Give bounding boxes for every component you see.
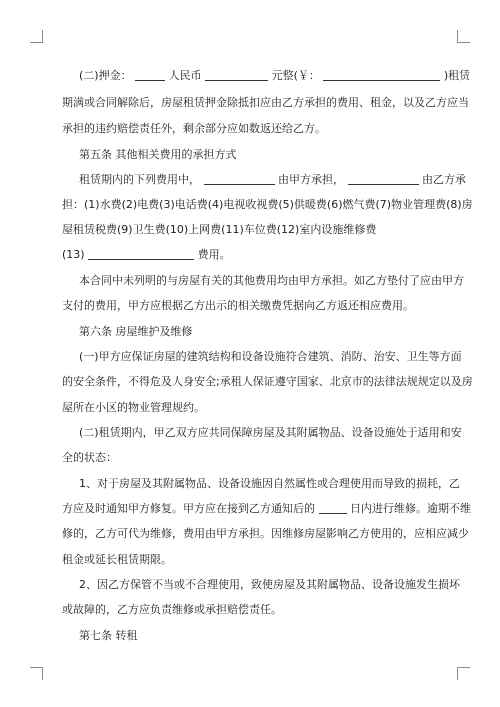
text-line (62, 603, 282, 617)
text-line (62, 299, 414, 313)
text-line (62, 198, 473, 212)
text-span: (一)甲方应保证房屋的建筑结构和设备设施符合建筑、消防、治安、卫生等方面 (79, 350, 462, 363)
section-heading-text: 第五条 其他相关费用的承担方式 (79, 148, 237, 161)
text-line (62, 451, 117, 465)
text-line (62, 401, 205, 415)
repair-days-line (62, 502, 471, 516)
text-line (62, 553, 172, 567)
text-span: 1、对于房屋及其附属物品、设备设施因自然属性或合理使用而导致的损耗，乙 (79, 477, 460, 490)
text-span: 本合同中未列明的与房屋有关的其他费用均由甲方承担。如乙方垫付了应由甲方 (79, 274, 464, 287)
text-span: 期满或合同解除后，房屋租赁押金除抵扣应由乙方承担的费用、租金，以及乙方应当 (62, 96, 469, 109)
text-span: 方应及时通知甲方修复。甲方应在接到乙方通知后的 (62, 502, 315, 515)
yuan-label: 元整(￥： (271, 69, 320, 82)
text-span: 的安全条件，不得危及人身安全;承租人保证遵守国家、北京市的法律法规规定以及房 (62, 375, 473, 388)
text-span: 租赁期内的下列费用中， (79, 173, 200, 186)
text-span: 日内进行维修。逾期不维 (350, 502, 471, 515)
section-heading-seven (79, 629, 138, 643)
text-line (62, 122, 326, 136)
deposit-label: (二)押金： (79, 69, 132, 82)
party-a-fees-blank[interactable] (204, 173, 275, 185)
text-span: 由乙方承 (422, 173, 466, 186)
section-heading-text: 第六条 房屋维护及维修 (79, 325, 193, 338)
fee-allocation-line (79, 173, 466, 187)
other-fee-blank[interactable] (88, 248, 194, 260)
section-heading-five (79, 148, 237, 162)
text-line (62, 527, 469, 541)
text-span: 支付的费用，甲方应根据乙方出示的相关缴费凭据向乙方返还相应费用。 (62, 299, 414, 312)
text-span: 费用。 (197, 248, 231, 261)
text-line (79, 578, 460, 592)
section-heading-six (79, 325, 193, 339)
text-span: 2、因乙方保管不当或不合理使用，致使房屋及其附属物品、设备设施发生损坏 (79, 578, 460, 591)
text-line (79, 350, 462, 364)
text-line (62, 96, 469, 110)
text-line (79, 477, 460, 491)
text-span: (13) (62, 248, 85, 261)
text-span: 修的，乙方可代为维修，费用由甲方承担。因维修房屋影响乙方使用的，应相应减少 (62, 527, 469, 540)
party-b-fees-blank[interactable] (348, 173, 419, 185)
rmb-label: 人民币 (168, 69, 202, 82)
text-span: 担：(1)水费(2)电费(3)电话费(4)电视收视费(5)供暖费(6)燃气费(7)物业管理费(8)房 (62, 198, 473, 211)
text-span: 全的状态： (62, 451, 117, 464)
text-span: 承担的违约赔偿责任外，剩余部分应如数返还给乙方。 (62, 122, 326, 135)
text-line (62, 223, 376, 237)
text-span: 或故障的，乙方应负责维修或承担赔偿责任。 (62, 603, 282, 616)
rent-label: )租赁 (443, 69, 471, 82)
text-span: 屋所在小区的物业管理规约。 (62, 401, 205, 414)
text-line (79, 274, 464, 288)
text-span: 由甲方承担， (278, 173, 344, 186)
text-span: 屋租赁税费(9)卫生费(10)上网费(11)车位费(12)室内设施维修费 (62, 223, 377, 236)
text-span: (二)租赁期内，甲乙双方应共同保障房屋及其附属物品、设备设施处于适用和安 (79, 426, 462, 439)
deposit-blank-1[interactable] (135, 69, 165, 81)
other-fee-line (62, 248, 231, 262)
text-line (79, 426, 462, 440)
deposit-line (79, 69, 470, 83)
deposit-figure-blank[interactable] (323, 69, 440, 81)
repair-days-blank[interactable] (319, 502, 347, 514)
text-line (62, 375, 473, 389)
text-span: 租金或延长租赁期限。 (62, 553, 172, 566)
deposit-amount-blank[interactable] (205, 69, 268, 81)
section-heading-text: 第七条 转租 (79, 629, 138, 642)
